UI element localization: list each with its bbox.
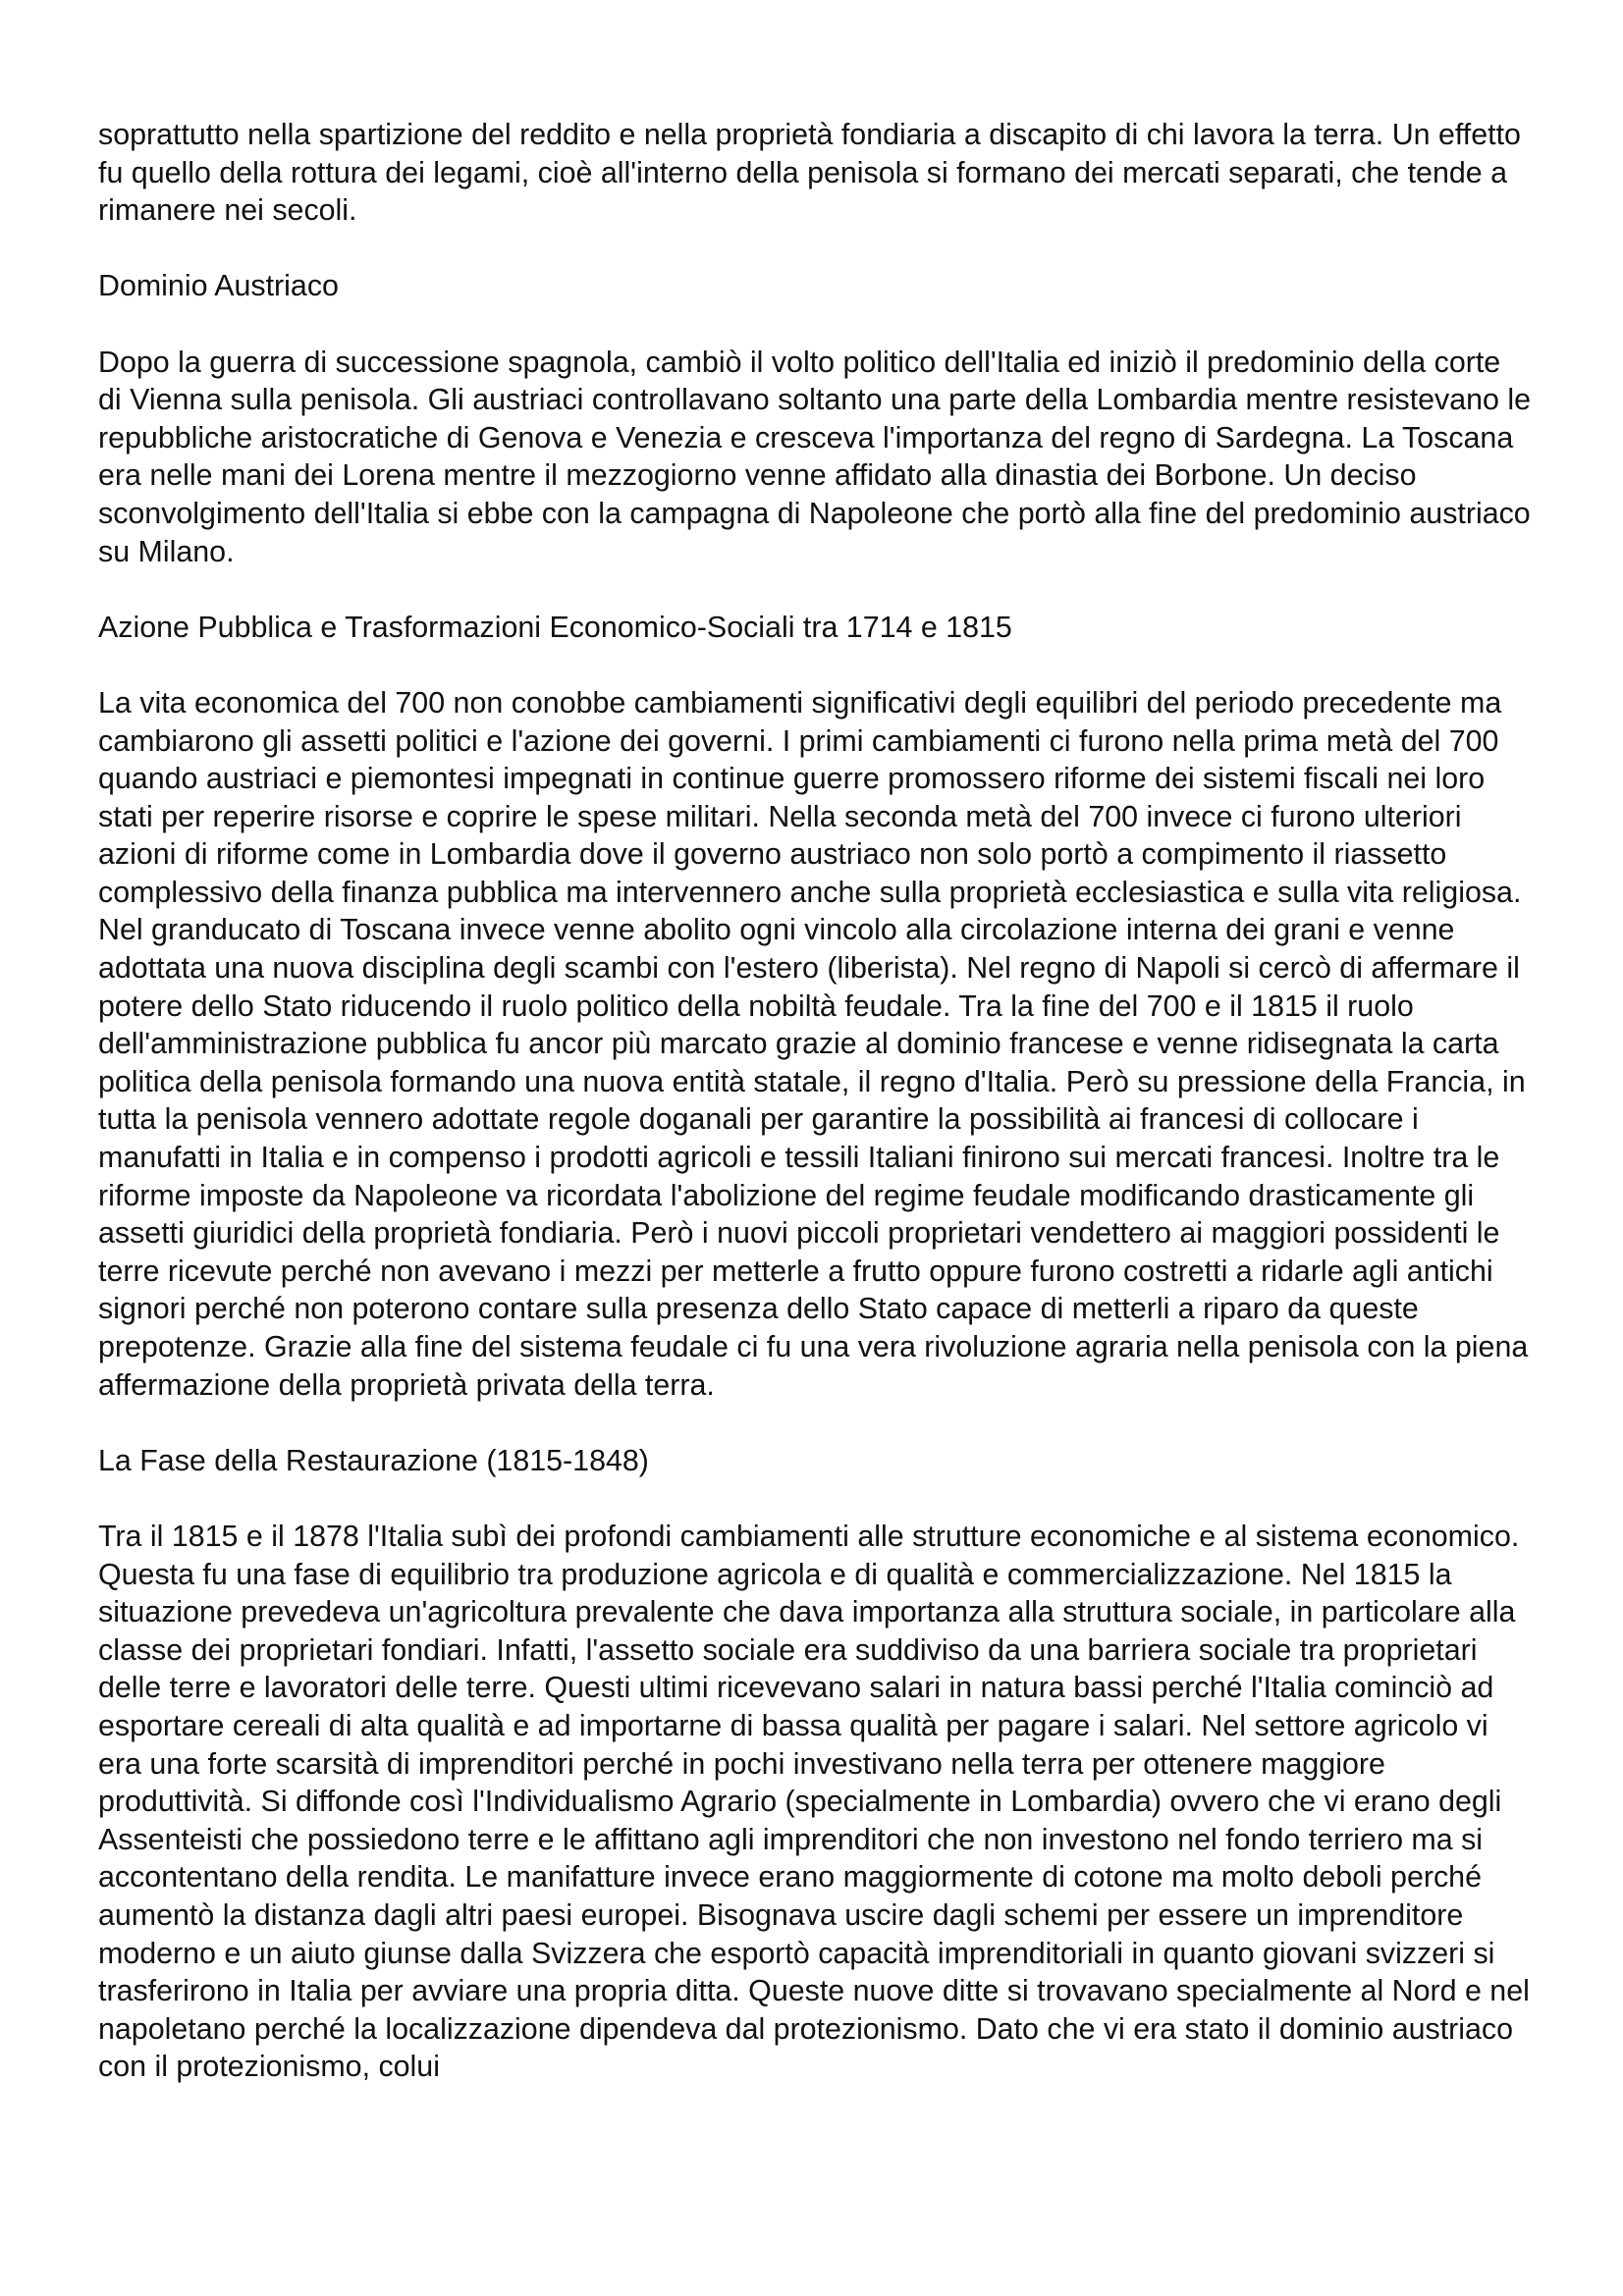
paragraph-azione-pubblica: La vita economica del 700 non conobbe cambiamenti significativi degli equilibri del periodo precedente ma cambiarono gli assetti politici e l'azione dei governi. I primi cambiamenti ci furono nella prima metà del 700 quando austriaci e piemontesi impegnati in continue guerre promossero riforme dei sistemi fiscali nei loro stati per reperire risorse e coprire le spese militari. Nella seconda metà del 700 invece ci furono ulteriori azioni di riforme come in Lombardia dove il governo austriaco non solo portò a compimento il riassetto complessivo della finanza pubblica ma intervennero anche sulla proprietà ecclesiastica e sulla vita religiosa. Nel granducato di Toscana invece venne abolito ogni vincolo alla circolazione interna dei grani e venne adottata una nuova disciplina degli scambi con l'estero (liberista). Nel regno di Napoli si cercò di affermare il potere dello Stato riducendo il ruolo politico della nobiltà feudale. Tra la fine del 700 e il 1815 il ruolo dell'amministrazione pubblica fu ancor più marcato grazie al dominio francese e venne ridisegnata la carta politica della penisola formando una nuova entità statale, il regno d'Italia. Però su pressione della Francia, in tutta la penisola vennero adottate regole doganali per garantire la possibilità ai francesi di collocare i manufatti in Italia e in compenso i prodotti agricoli e tessili Italiani finirono sui mercati francesi. Inoltre tra le riforme imposte da Napoleone va ricordata l'abolizione del regime feudale modificando drasticamente gli assetti giuridici della proprietà fondiaria. Però i nuovi piccoli proprietari vendettero ai maggiori possidenti le terre ricevute perché non avevano i mezzi per metterle a frutto oppure furono costretti a ridarle agli antichi signori perché non poterono contare sulla presenza dello Stato capace di metterli a riparo da queste prepotenze. Grazie alla fine del sistema feudale ci fu una vera rivoluzione agraria nella penisola con la piena affermazione della proprietà privata della terra. (98, 685, 1529, 1402)
section-heading-dominio-austriaco: Dominio Austriaco (98, 269, 339, 303)
document-body (98, 116, 1532, 2123)
paragraph-restaurazione: Tra il 1815 e il 1878 l'Italia subì dei profondi cambiamenti alle strutture economiche e al sistema economico. Questa fu una fase di equilibrio tra produzione agricola e di qualità e commercializzazione. Nel 1815 la situazione prevedeva un'agricoltura prevalente che dava importanza alla struttura sociale, in particolare alla classe dei proprietari fondiari. Infatti, l'assetto sociale era suddiviso da una barriera sociale tra proprietari delle terre e lavoratori delle terre. Questi ultimi ricevevano salari in natura bassi perché l'Italia cominciò ad esportare cereali di alta qualità e ad importarne di bassa qualità per pagare i salari. Nel settore agricolo vi era una forte scarsità di imprenditori perché in pochi investivano nella terra per ottenere maggiore produttività. Si diffonde così l'Individualismo Agrario (specialmente in Lombardia) ovvero che vi erano degli Assenteisti che possiedono terre e le affittano agli imprenditori che non investono nel fondo terriero ma si accontentano della rendita. Le manifatture invece erano maggiormente di cotone ma molto deboli perché aumentò la distanza dagli altri paesi europei. Bisognava uscire dagli schemi per essere un imprenditore moderno e un aiuto giunse dalla Svizzera che esportò capacità imprenditoriali in quanto giovani svizzeri si trasferirono in Italia per avviare una propria ditta. Queste nuove ditte si trovavano specialmente al Nord e nel napoletano perché la localizzazione dipendeva dal protezionismo. Dato che vi era stato il dominio austriaco con il protezionismo, colui (98, 1519, 1530, 2084)
paragraph-intro-continuation: soprattutto nella spartizione del reddito e nella proprietà fondiaria a discapito di chi lavora la terra. Un effetto fu quello della rottura dei legami, cioè all'interno della penisola si formano dei mercati separati, che tende a rimanere nei secoli. (98, 118, 1521, 228)
paragraph-dominio-austriaco: Dopo la guerra di successione spagnola, cambiò il volto politico dell'Italia ed iniziò il predominio della corte di Vienna sulla penisola. Gli austriaci controllavano soltanto una parte della Lombardia mentre resistevano le repubbliche aristocratiche di Genova e Venezia e cresceva l'importanza del regno di Sardegna. La Toscana era nelle mani dei Lorena mentre il mezzogiorno venne affidato alla dinastia dei Borbone. Un deciso sconvolgimento dell'Italia si ebbe con la campagna di Napoleone che portò alla fine del predominio austriaco su Milano. (98, 345, 1532, 568)
section-heading-azione-pubblica: Azione Pubblica e Trasformazioni Economico-Sociali tra 1714 e 1815 (98, 610, 1012, 644)
section-heading-restaurazione: La Fase della Restaurazione (1815-1848) (98, 1443, 649, 1477)
